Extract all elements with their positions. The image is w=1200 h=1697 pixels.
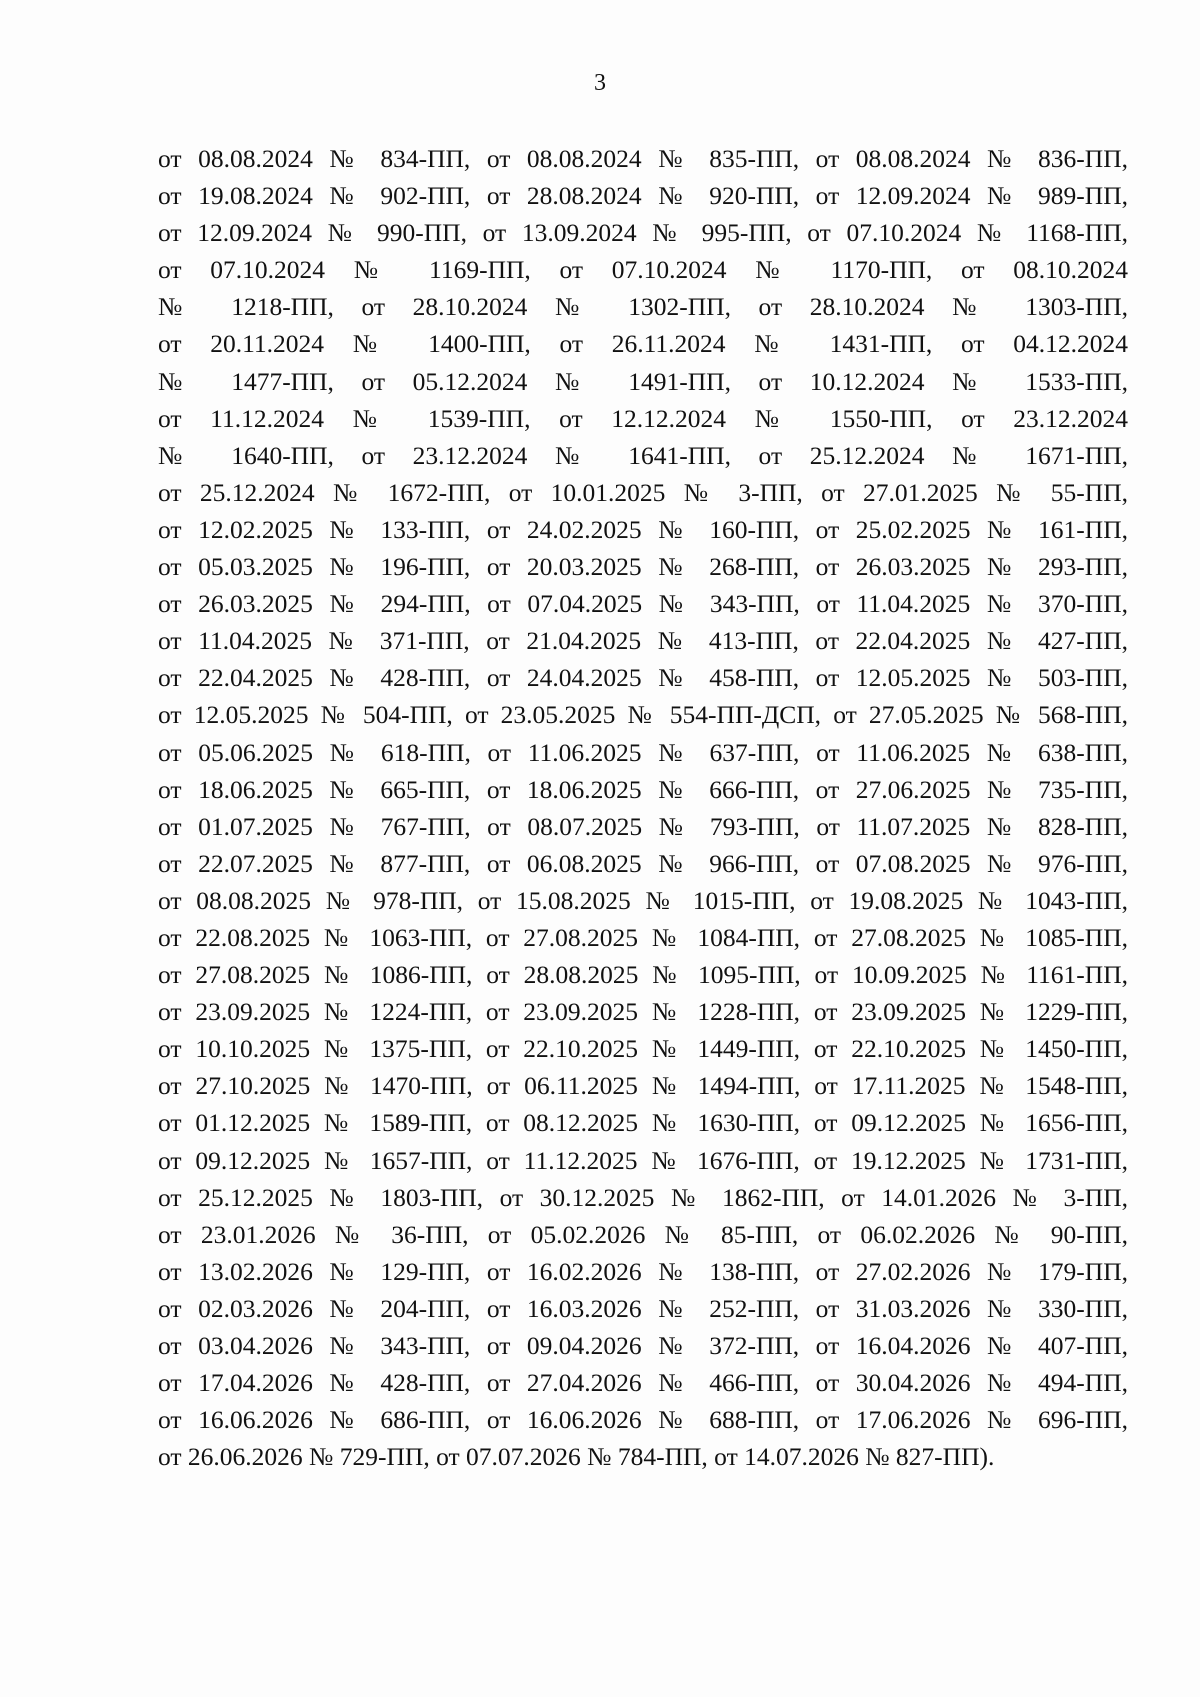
text-line: от 13.02.2026 № 129-ПП, от 16.02.2026 № 138-ПП, от 27.02.2026 № 179-ПП,: [158, 1256, 1128, 1286]
text-line: от 19.08.2024 № 902-ПП, от 28.08.2024 № 920-ПП, от 12.09.2024 № 989-ПП,: [158, 181, 1128, 211]
text-line-last: от 26.06.2026 № 729-ПП, от 07.07.2026 № 784-ПП, от 14.07.2026 № 827-ПП).: [158, 1442, 995, 1472]
text-line: от 27.08.2025 № 1086-ПП, от 28.08.2025 № 1095-ПП, от 10.09.2025 № 1161-ПП,: [158, 960, 1128, 990]
text-line: от 01.07.2025 № 767-ПП, от 08.07.2025 № 793-ПП, от 11.07.2025 № 828-ПП,: [158, 811, 1128, 841]
text-line: от 12.02.2025 № 133-ПП, от 24.02.2025 № 160-ПП, от 25.02.2025 № 161-ПП,: [158, 514, 1128, 544]
text-line: от 03.04.2026 № 343-ПП, от 09.04.2026 № 372-ПП, от 16.04.2026 № 407-ПП,: [158, 1331, 1128, 1360]
text-line: от 18.06.2025 № 665-ПП, от 18.06.2025 № 666-ПП, от 27.06.2025 № 735-ПП,: [158, 774, 1128, 804]
text-line: от 23.01.2026 № 36-ПП, от 05.02.2026 № 85-ПП, от 06.02.2026 № 90-ПП,: [158, 1219, 1128, 1249]
page-number: 3: [594, 70, 606, 96]
text-line: от 05.03.2025 № 196-ПП, от 20.03.2025 № 268-ПП, от 26.03.2025 № 293-ПП,: [158, 552, 1128, 582]
text-line: от 25.12.2024 № 1672-ПП, от 10.01.2025 № 3-ПП, от 27.01.2025 № 55-ПП,: [158, 477, 1128, 507]
text-line: № 1477-ПП, от 05.12.2024 № 1491-ПП, от 10.12.2024 № 1533-ПП,: [158, 366, 1128, 396]
text-line: от 02.03.2026 № 204-ПП, от 16.03.2026 № 252-ПП, от 31.03.2026 № 330-ПП,: [158, 1293, 1128, 1323]
text-line: от 20.11.2024 № 1400-ПП, от 26.11.2024 № 1431-ПП, от 04.12.2024: [158, 329, 1128, 359]
text-line: от 11.04.2025 № 371-ПП, от 21.04.2025 № 413-ПП, от 22.04.2025 № 427-ПП,: [158, 626, 1128, 656]
text-line: от 25.12.2025 № 1803-ПП, от 30.12.2025 № 1862-ПП, от 14.01.2026 № 3-ПП,: [158, 1182, 1128, 1212]
body-text: [158, 140, 1128, 1475]
text-line: от 16.06.2026 № 686-ПП, от 16.06.2026 № 688-ПП, от 17.06.2026 № 696-ПП,: [158, 1405, 1128, 1435]
text-line: № 1218-ПП, от 28.10.2024 № 1302-ПП, от 28.10.2024 № 1303-ПП,: [158, 292, 1128, 322]
text-line: от 05.06.2025 № 618-ПП, от 11.06.2025 № 637-ПП, от 11.06.2025 № 638-ПП,: [158, 737, 1128, 767]
text-line: от 11.12.2024 № 1539-ПП, от 12.12.2024 № 1550-ПП, от 23.12.2024: [158, 403, 1128, 433]
text-line: от 17.04.2026 № 428-ПП, от 27.04.2026 № 466-ПП, от 30.04.2026 № 494-ПП,: [158, 1368, 1128, 1398]
text-line: от 22.07.2025 № 877-ПП, от 06.08.2025 № 966-ПП, от 07.08.2025 № 976-ПП,: [158, 848, 1128, 878]
text-line: от 12.05.2025 № 504-ПП, от 23.05.2025 № 554-ПП-ДСП, от 27.05.2025 № 568-ПП,: [158, 700, 1128, 730]
text-line: от 23.09.2025 № 1224-ПП, от 23.09.2025 № 1228-ПП, от 23.09.2025 № 1229-ПП,: [158, 997, 1128, 1027]
text-line: от 07.10.2024 № 1169-ПП, от 07.10.2024 № 1170-ПП, от 08.10.2024: [158, 255, 1128, 285]
text-line: от 10.10.2025 № 1375-ПП, от 22.10.2025 № 1449-ПП, от 22.10.2025 № 1450-ПП,: [158, 1034, 1128, 1064]
text-line: от 12.09.2024 № 990-ПП, от 13.09.2024 № 995-ПП, от 07.10.2024 № 1168-ПП,: [158, 218, 1128, 248]
text-line: № 1640-ПП, от 23.12.2024 № 1641-ПП, от 25.12.2024 № 1671-ПП,: [158, 440, 1128, 470]
text-line: от 08.08.2025 № 978-ПП, от 15.08.2025 № 1015-ПП, от 19.08.2025 № 1043-ПП,: [158, 885, 1128, 915]
text-line: от 26.03.2025 № 294-ПП, от 07.04.2025 № 343-ПП, от 11.04.2025 № 370-ПП,: [158, 589, 1128, 619]
text-line: от 08.08.2024 № 834-ПП, от 08.08.2024 № 835-ПП, от 08.08.2024 № 836-ПП,: [158, 144, 1128, 173]
text-line: от 22.08.2025 № 1063-ПП, от 27.08.2025 № 1084-ПП, от 27.08.2025 № 1085-ПП,: [158, 922, 1128, 952]
text-line: от 27.10.2025 № 1470-ПП, от 06.11.2025 № 1494-ПП, от 17.11.2025 № 1548-ПП,: [158, 1071, 1128, 1101]
text-line: от 01.12.2025 № 1589-ПП, от 08.12.2025 № 1630-ПП, от 09.12.2025 № 1656-ПП,: [158, 1108, 1128, 1138]
text-line: от 09.12.2025 № 1657-ПП, от 11.12.2025 № 1676-ПП, от 19.12.2025 № 1731-ПП,: [158, 1145, 1128, 1175]
text-line: от 22.04.2025 № 428-ПП, от 24.04.2025 № 458-ПП, от 12.05.2025 № 503-ПП,: [158, 663, 1128, 693]
